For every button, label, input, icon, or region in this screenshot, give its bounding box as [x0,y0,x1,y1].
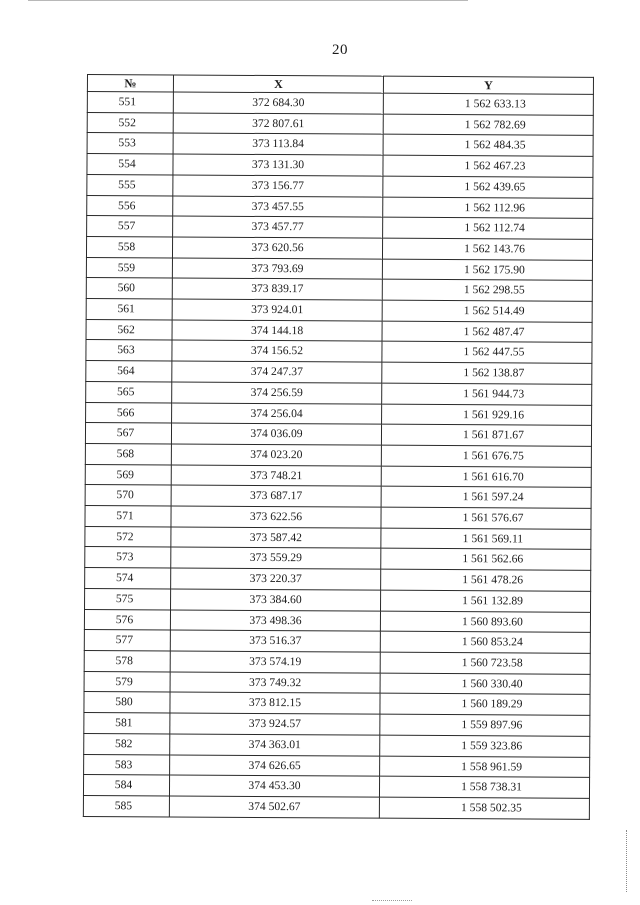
y-coordinate-cell: 1 561 676.75 [381,445,591,467]
y-coordinate-cell: 1 562 112.74 [383,217,593,239]
point-number-cell: 584 [83,775,169,796]
y-coordinate-cell: 1 559 323.86 [380,735,590,757]
point-number-cell: 576 [84,609,170,630]
table-row [87,154,593,178]
table-row [85,464,591,488]
x-coordinate-cell: 374 144.18 [172,320,382,342]
x-coordinate-cell: 374 626.65 [170,754,380,776]
x-coordinate-cell: 373 622.56 [171,506,381,528]
y-coordinate-cell: 1 560 330.40 [380,673,590,695]
point-number-cell: 551 [87,92,173,113]
y-coordinate-cell: 1 561 597.24 [381,487,591,509]
y-coordinate-cell: 1 562 484.35 [383,135,593,157]
y-coordinate-cell: 1 562 143.76 [382,238,592,260]
y-coordinate-cell: 1 561 562.66 [381,549,591,571]
x-coordinate-cell: 373 924.57 [170,713,380,735]
point-number-cell: 560 [86,278,172,299]
y-coordinate-cell: 1 562 633.13 [383,93,593,115]
y-coordinate-cell: 1 562 298.55 [382,279,592,301]
table-row [86,278,592,302]
point-number-cell: 569 [85,464,171,485]
point-number-cell: 577 [84,630,170,651]
table-row [84,692,590,716]
table-row [85,547,591,571]
table-row [86,319,592,343]
y-coordinate-cell: 1 561 929.16 [382,404,592,426]
y-coordinate-cell: 1 561 576.67 [381,507,591,529]
table-row [84,650,590,674]
point-number-cell: 574 [85,568,171,589]
x-coordinate-cell: 374 023.20 [171,444,381,466]
y-coordinate-cell: 1 561 569.11 [381,528,591,550]
point-number-cell: 582 [84,733,170,754]
point-number-cell: 581 [84,713,170,734]
table-row [87,195,593,219]
y-coordinate-cell: 1 562 175.90 [382,259,592,281]
x-coordinate-cell: 373 587.42 [171,527,381,549]
table-row [86,236,592,260]
x-coordinate-cell: 373 457.77 [173,216,383,238]
x-coordinate-cell: 374 156.52 [172,340,382,362]
point-number-cell: 558 [86,236,172,257]
table-row [87,216,593,240]
x-coordinate-cell: 373 620.56 [172,237,382,259]
x-coordinate-cell: 374 247.37 [172,361,382,383]
y-coordinate-cell: 1 561 871.67 [381,424,591,446]
point-number-cell: 583 [84,754,170,775]
point-number-cell: 575 [85,588,171,609]
table-row [85,588,591,612]
y-coordinate-cell: 1 562 487.47 [382,321,592,343]
point-number-cell: 565 [86,381,172,402]
coordinates-table [83,74,594,819]
x-coordinate-cell: 373 559.29 [171,547,381,569]
point-number-cell: 585 [83,795,169,816]
table-row [84,733,590,757]
table-body [83,92,593,819]
point-number-cell: 579 [84,671,170,692]
scan-bottom-dots [372,900,412,901]
point-number-cell: 564 [86,361,172,382]
y-coordinate-cell: 1 560 853.24 [380,631,590,653]
point-number-cell: 570 [85,485,171,506]
table-row [84,630,590,654]
table-row [86,381,592,405]
x-coordinate-cell: 373 516.37 [170,630,380,652]
x-coordinate-cell: 374 256.04 [172,403,382,425]
x-coordinate-cell: 373 687.17 [171,485,381,507]
table-row [85,485,591,509]
table-row [83,795,589,819]
y-coordinate-cell: 1 562 514.49 [382,300,592,322]
x-coordinate-cell: 373 156.77 [173,175,383,197]
table-row [85,568,591,592]
point-number-cell: 555 [87,174,173,195]
x-coordinate-cell: 373 749.32 [170,672,380,694]
table-row [87,133,593,157]
x-coordinate-cell: 374 256.59 [172,382,382,404]
table-row [86,361,592,385]
point-number-cell: 571 [85,506,171,527]
y-coordinate-cell: 1 560 723.58 [380,652,590,674]
table-row [87,112,593,136]
y-coordinate-cell: 1 560 189.29 [380,694,590,716]
x-coordinate-cell: 374 036.09 [171,423,381,445]
table-row [83,775,589,799]
table-row [86,299,592,323]
page-number: 20 [332,42,348,58]
y-coordinate-cell: 1 562 467.23 [383,155,593,177]
table-row [85,506,591,530]
table-row [86,402,592,426]
point-number-cell: 566 [86,402,172,423]
y-coordinate-cell: 1 562 447.55 [382,342,592,364]
x-coordinate-cell: 372 807.61 [173,113,383,135]
header-y: Y [383,76,593,94]
x-coordinate-cell: 373 457.55 [173,195,383,217]
x-coordinate-cell: 373 113.84 [173,133,383,155]
point-number-cell: 573 [85,547,171,568]
table-row [85,526,591,550]
table-row [84,609,590,633]
point-number-cell: 578 [84,650,170,671]
y-coordinate-cell: 1 560 893.60 [380,611,590,633]
x-coordinate-cell: 373 220.37 [171,568,381,590]
table-row [87,174,593,198]
point-number-cell: 556 [87,195,173,216]
point-number-cell: 553 [87,133,173,154]
y-coordinate-cell: 1 559 897.96 [380,714,590,736]
header-x: X [173,75,383,93]
point-number-cell: 563 [86,340,172,361]
point-number-cell: 580 [84,692,170,713]
x-coordinate-cell: 373 924.01 [172,299,382,321]
y-coordinate-cell: 1 561 132.89 [381,590,591,612]
point-number-cell: 561 [86,299,172,320]
x-coordinate-cell: 372 684.30 [173,92,383,114]
y-coordinate-cell: 1 558 502.35 [379,797,589,819]
x-coordinate-cell: 374 363.01 [170,734,380,756]
x-coordinate-cell: 373 748.21 [171,465,381,487]
x-coordinate-cell: 373 812.15 [170,692,380,714]
table-row [84,671,590,695]
point-number-cell: 552 [87,112,173,133]
point-number-cell: 559 [86,257,172,278]
point-number-cell: 568 [85,443,171,464]
x-coordinate-cell: 373 131.30 [173,154,383,176]
point-number-cell: 554 [87,154,173,175]
x-coordinate-cell: 374 502.67 [169,796,379,818]
x-coordinate-cell: 373 839.17 [172,278,382,300]
table-row [84,713,590,737]
table-row [84,754,590,778]
y-coordinate-cell: 1 562 782.69 [383,114,593,136]
y-coordinate-cell: 1 562 112.96 [383,197,593,219]
x-coordinate-cell: 373 793.69 [172,258,382,280]
y-coordinate-cell: 1 561 616.70 [381,466,591,488]
point-number-cell: 572 [85,526,171,547]
x-coordinate-cell: 373 574.19 [170,651,380,673]
table-row [85,443,591,467]
y-coordinate-cell: 1 558 738.31 [379,776,589,798]
y-coordinate-cell: 1 562 439.65 [383,176,593,198]
point-number-cell: 557 [87,216,173,237]
x-coordinate-cell: 373 384.60 [171,589,381,611]
y-coordinate-cell: 1 562 138.87 [382,362,592,384]
table-row [85,423,591,447]
table-row [87,92,593,116]
scan-top-edge [28,0,468,1]
scan-margin-dots [626,830,627,892]
x-coordinate-cell: 373 498.36 [170,610,380,632]
point-number-cell: 567 [85,423,171,444]
point-number-cell: 562 [86,319,172,340]
header-number: № [87,75,173,92]
x-coordinate-cell: 374 453.30 [169,775,379,797]
table-row [86,340,592,364]
y-coordinate-cell: 1 561 944.73 [382,383,592,405]
y-coordinate-cell: 1 561 478.26 [381,569,591,591]
table-row [86,257,592,281]
y-coordinate-cell: 1 558 961.59 [380,756,590,778]
